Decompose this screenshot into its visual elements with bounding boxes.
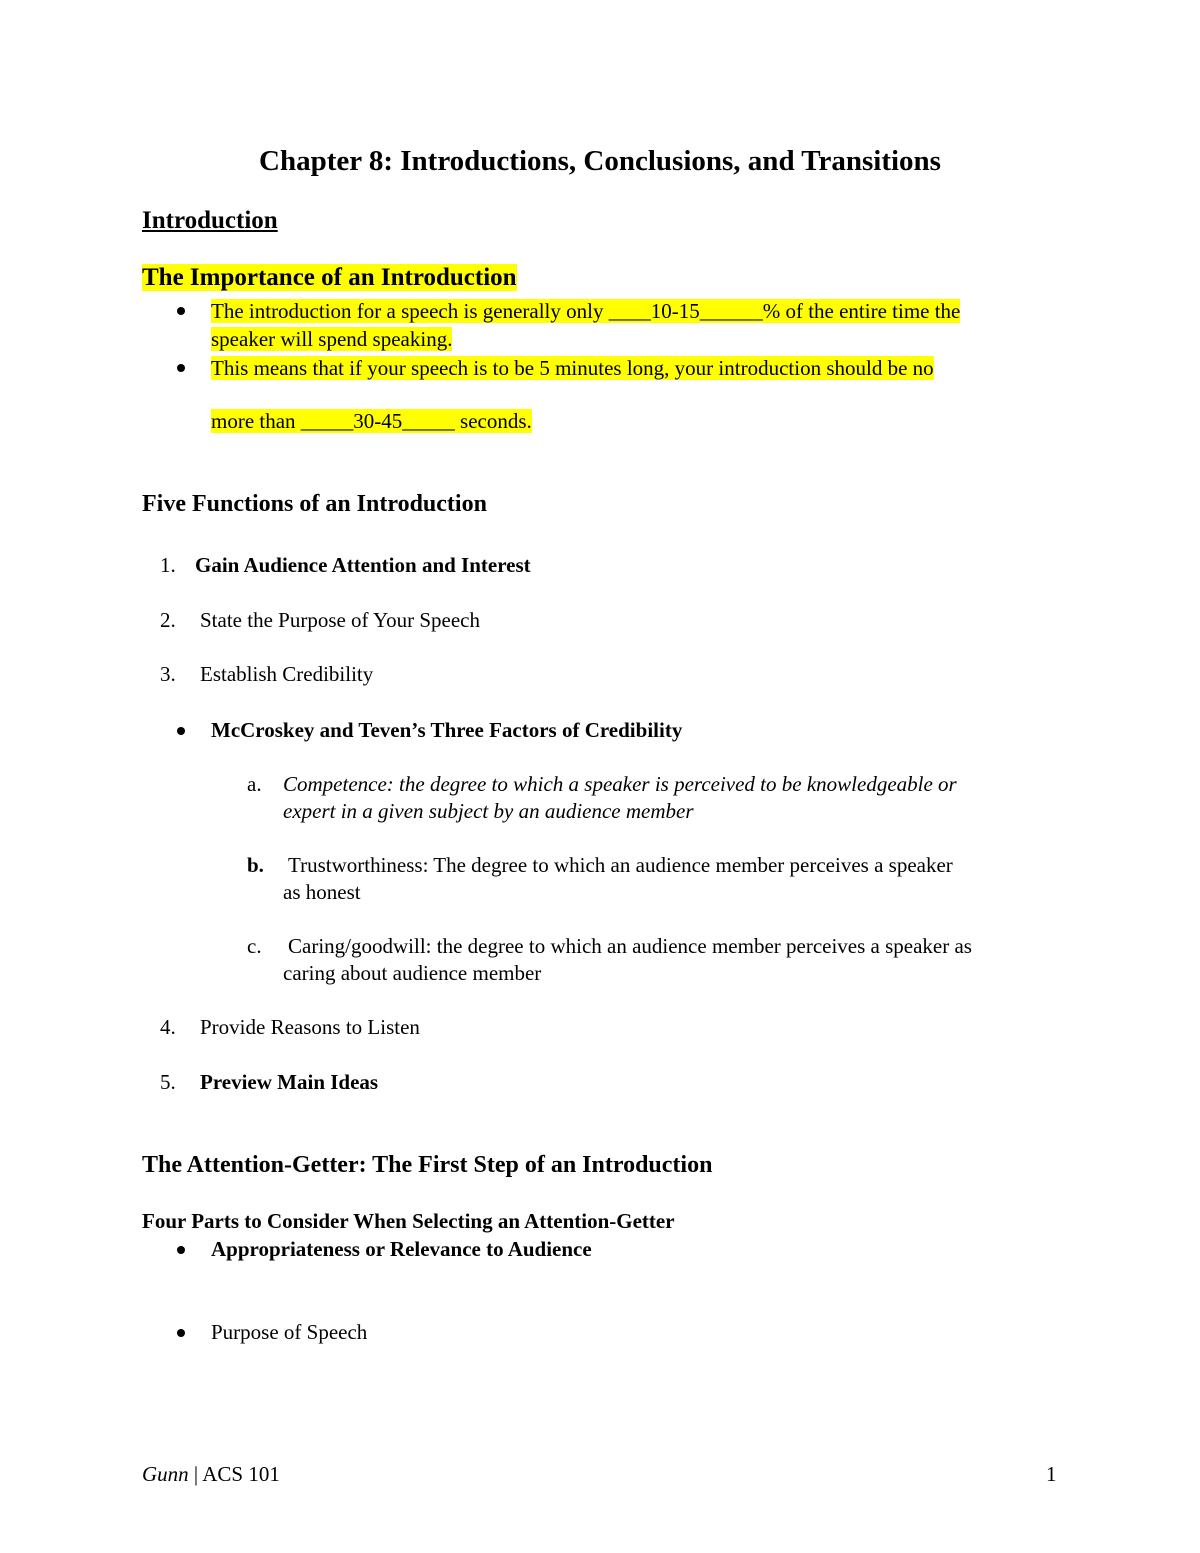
- list-letter: b.: [247, 853, 264, 877]
- importance-bullet-1-line-2: [211, 325, 452, 353]
- function-item-3: Establish Credibility: [200, 662, 374, 686]
- list-number: 4.: [160, 1015, 176, 1039]
- function-item-1: Gain Audience Attention and Interest: [195, 553, 531, 577]
- importance-heading-text: The Importance of an Introduction: [142, 264, 517, 291]
- importance-heading: [142, 262, 517, 294]
- list-number: 1.: [160, 553, 176, 577]
- introduction-heading: Introduction: [142, 207, 278, 234]
- functions-heading: Five Functions of an Introduction: [142, 491, 487, 517]
- importance-bullet-2-line-2: [211, 407, 532, 435]
- attention-item-2: Purpose of Speech: [211, 1320, 368, 1344]
- factor-trustworthiness-line-2: as honest: [283, 880, 361, 904]
- list-number: 5.: [160, 1070, 176, 1094]
- factor-caring-line-1: Caring/goodwill: the degree to which an audience member perceives a speaker as: [288, 934, 972, 958]
- importance-bullet-2-line-1-text: This means that if your speech is to be 5 minutes long, your introduction should be no: [211, 356, 934, 380]
- factor-competence-line-2: expert in a given subject by an audience member: [283, 799, 694, 823]
- attention-subheading: Four Parts to Consider When Selecting an Attention-Getter: [142, 1209, 675, 1233]
- page-title: Chapter 8: Introductions, Conclusions, and Transitions: [259, 145, 941, 177]
- function-item-5: Preview Main Ideas: [200, 1070, 379, 1094]
- function-item-2: State the Purpose of Your Speech: [200, 608, 480, 632]
- bullet-icon: [177, 364, 185, 372]
- page-number: 1: [1046, 1462, 1057, 1486]
- list-number: 2.: [160, 608, 176, 632]
- footer-author: Gunn: [142, 1462, 189, 1486]
- factor-caring-line-2: caring about audience member: [283, 961, 542, 985]
- bullet-icon: [177, 727, 185, 735]
- bullet-icon: [177, 1329, 185, 1337]
- list-letter: c.: [247, 934, 262, 958]
- attention-item-1: Appropriateness or Relevance to Audience: [211, 1237, 592, 1261]
- function-item-4: Provide Reasons to Listen: [200, 1015, 420, 1039]
- importance-bullet-1-line-1-text: The introduction for a speech is generally only ____10-15______% of the entire time the: [211, 299, 961, 323]
- factor-competence-line-1: Competence: the degree to which a speaker is perceived to be knowledgeable or: [283, 772, 957, 796]
- importance-bullet-2-line-2-text: more than _____30-45_____ seconds.: [211, 409, 532, 433]
- footer-left: [142, 1460, 280, 1488]
- list-letter: a.: [247, 772, 262, 796]
- importance-bullet-2-line-1: [211, 354, 934, 382]
- bullet-icon: [177, 307, 185, 315]
- attention-heading: The Attention-Getter: The First Step of an Introduction: [142, 1152, 713, 1178]
- factor-trustworthiness-line-1: Trustworthiness: The degree to which an audience member perceives a speaker: [288, 853, 953, 877]
- bullet-icon: [177, 1246, 185, 1254]
- footer-course: | ACS 101: [193, 1462, 280, 1486]
- list-number: 3.: [160, 662, 176, 686]
- importance-bullet-1-line-1: [211, 297, 960, 325]
- credibility-heading: McCroskey and Teven’s Three Factors of Credibility: [211, 718, 683, 742]
- importance-bullet-1-line-2-text: speaker will spend speaking.: [211, 327, 453, 351]
